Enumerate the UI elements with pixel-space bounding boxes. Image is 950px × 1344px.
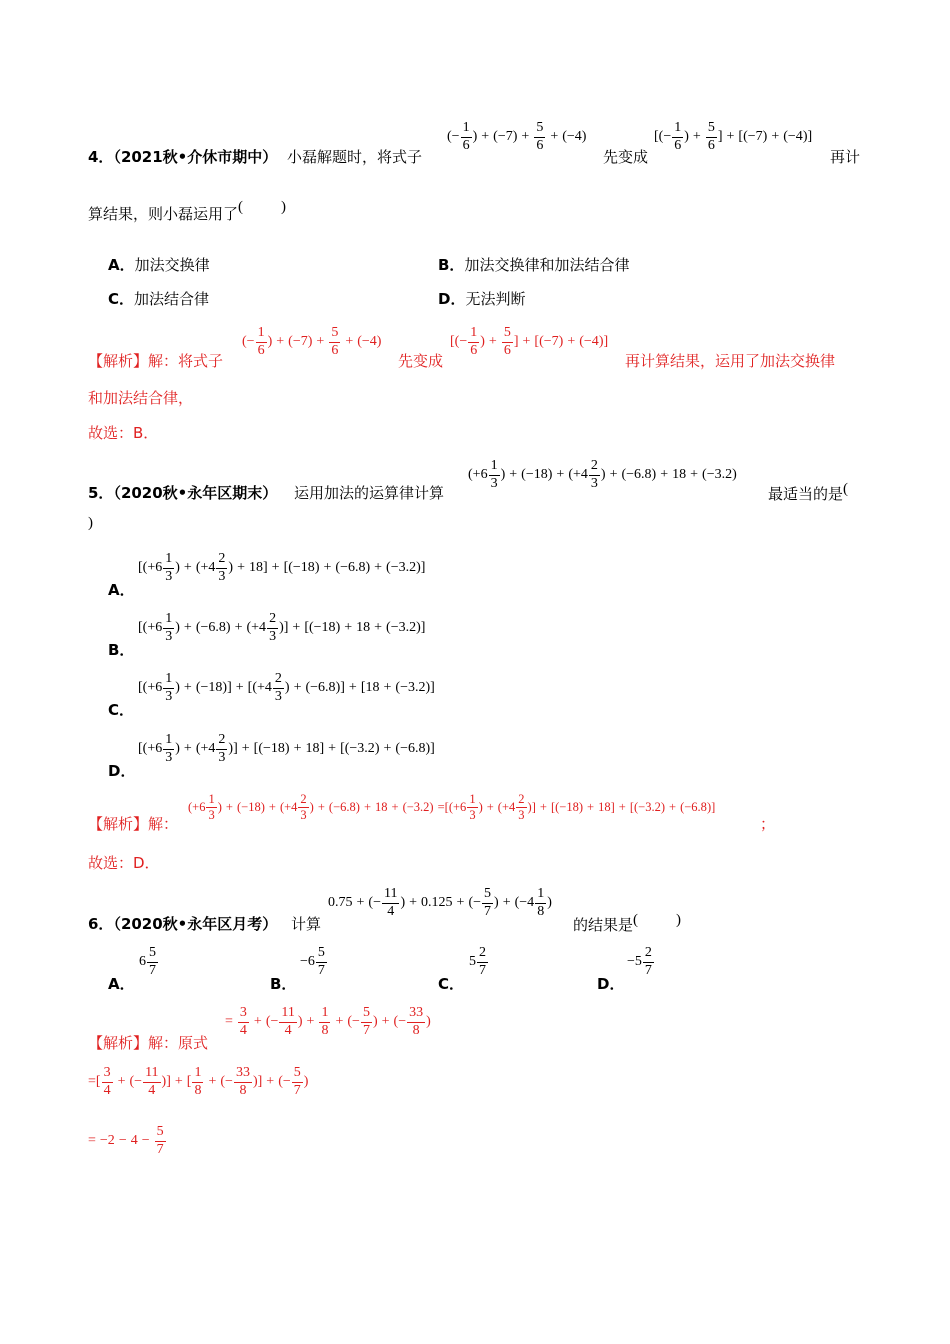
q5-text-a: 运用加法的运算律计算 bbox=[294, 484, 445, 502]
q5-analysis-semicolon: ； bbox=[760, 815, 776, 833]
q4-text-d: 算结果，则小磊运用了( ) bbox=[88, 199, 287, 223]
q5-number: 5．（2020秋•永年区期末） bbox=[88, 484, 278, 502]
q4-text-a: 小磊解题时，将式子 bbox=[287, 148, 423, 166]
q5-analysis-intro: 【解析】解： bbox=[88, 815, 179, 833]
q6-expression: 0.75 + ( − $\frac{11}{4}$ ) + 0.125 + ( − $\frac{5}{7}$ ) + ( −4 $\frac{1}{8}$ ) bbox=[328, 886, 552, 919]
q5-option-a[interactable]: [ ( +6 $\frac{1}{3}$ ) + ( +4 $\frac{2}{3}$ ) + 18 ] + [ ( −18 ) + ( −6.8 ) + ( −3.2 ) ] bbox=[138, 551, 426, 584]
q4-answer: 故选：B． bbox=[88, 424, 159, 442]
q6-option-b[interactable]: −6 $\frac{5}{7}$ bbox=[300, 945, 325, 978]
q5-answer: 故选：D． bbox=[88, 854, 160, 872]
q6-option-d-label[interactable]: D． bbox=[597, 975, 625, 993]
q4-number: 4．（2021秋•介休市期中） bbox=[88, 148, 278, 166]
q5-close-paren: ) bbox=[88, 515, 93, 531]
q4-option-c[interactable]: C．加法结合律 bbox=[108, 290, 210, 308]
q4-text-b: 先变成 bbox=[603, 148, 649, 166]
q5-option-b[interactable]: [ ( +6 $\frac{1}{3}$ ) + ( −6.8 ) + ( +4 $\frac{2}{3}$ ) ] + [ ( −18 ) + 18 + ( −3.2 ) ] bbox=[138, 611, 426, 644]
q5-analysis-expression: ( +6 $\frac{1}{3}$ ) + ( −18 ) + ( +4 $\frac{2}{3}$ ) + ( −6.8 ) + 18 + ( −3.2 ) = [ ( +6 $\frac{1}{3}$ ) + ( +4 $\frac{2}{3}$ ) ] + [ ( −18 ) + 18 ] + [ ( −3.2 ) + ( −6.8 ) ] bbox=[188, 792, 716, 823]
q6-analysis-step1: = $\frac{3}{4}$ + ( − $\frac{11}{4}$ ) + $\frac{1}{8}$ + ( − $\frac{5}{7}$ ) + ( − $\frac{33}{8}$ ) bbox=[225, 1005, 431, 1038]
q6-number: 6．（2020秋•永年区月考） bbox=[88, 915, 278, 933]
q4-expression-regrouped: [ ( − $\frac{1}{6}$ ) + $\frac{5}{6}$ ] + [ ( −7 ) + ( −4 ) ] bbox=[654, 120, 813, 153]
q6-analysis-step3: = −2 − 4 − $\frac{5}{7}$ bbox=[88, 1124, 164, 1157]
q6-option-d[interactable]: −5 $\frac{2}{7}$ bbox=[627, 945, 652, 978]
q4-option-a[interactable]: A．加法交换律 bbox=[108, 256, 210, 274]
q5-text-b: 最适当的是( bbox=[768, 481, 849, 503]
q5-option-d[interactable]: [ ( +6 $\frac{1}{3}$ ) + ( +4 $\frac{2}{3}$ ) ] + [ ( −18 ) + 18 ] + [ ( −3.2 ) + ( −6.8 ) ] bbox=[138, 732, 435, 765]
q4-analysis-expression-regrouped: [ ( − $\frac{1}{6}$ ) + $\frac{5}{6}$ ] + [ ( −7 ) + ( −4 ) ] bbox=[450, 325, 609, 358]
q4-analysis-line2: 和加法结合律， bbox=[88, 389, 194, 407]
q4-analysis-expression-original: ( − $\frac{1}{6}$ ) + ( −7 ) + $\frac{5}{6}$ + ( −4 ) bbox=[242, 325, 382, 358]
q5-option-d-label[interactable]: D． bbox=[108, 762, 136, 780]
q5-expression: ( +6 $\frac{1}{3}$ ) + ( −18 ) + ( +4 $\frac{2}{3}$ ) + ( −6.8 ) + 18 + ( −3.2 ) bbox=[468, 458, 737, 491]
q6-analysis-step2: = [ $\frac{3}{4}$ + ( − $\frac{11}{4}$ ) ] + [ $\frac{1}{8}$ + ( − $\frac{33}{8}$ ) ] + ( − $\frac{5}{7}$ ) bbox=[88, 1065, 309, 1098]
q4-analysis-mid: 先变成 bbox=[398, 352, 444, 370]
q6-option-a-label[interactable]: A． bbox=[108, 975, 135, 993]
q6-text-a: 计算 bbox=[291, 915, 322, 933]
q4-analysis-end: 再计算结果，运用了加法交换律 bbox=[625, 352, 836, 370]
q6-analysis-intro: 【解析】解：原式 bbox=[88, 1034, 209, 1052]
q4-option-d[interactable]: D．无法判断 bbox=[438, 290, 526, 308]
q5-option-c-label[interactable]: C． bbox=[108, 701, 135, 719]
q6-option-c-label[interactable]: C． bbox=[438, 975, 465, 993]
q4-option-b[interactable]: B．加法交换律和加法结合律 bbox=[438, 256, 630, 274]
q6-option-c[interactable]: 5 $\frac{2}{7}$ bbox=[469, 945, 486, 978]
q4-analysis-intro: 【解析】解：将式子 bbox=[88, 352, 224, 370]
q6-option-b-label[interactable]: B． bbox=[270, 975, 297, 993]
q4-expression-original: ( − $\frac{1}{6}$ ) + ( −7 ) + $\frac{5}{6}$ + ( −4 ) bbox=[447, 120, 587, 153]
q6-text-b: 的结果是( ) bbox=[573, 912, 682, 934]
q5-option-b-label[interactable]: B． bbox=[108, 641, 135, 659]
q5-option-c[interactable]: [ ( +6 $\frac{1}{3}$ ) + ( −18 ) ] + [ ( +4 $\frac{2}{3}$ ) + ( −6.8 ) ] + [ 18 + ( −3.2 ) ] bbox=[138, 671, 435, 704]
q4-text-c: 再计 bbox=[830, 148, 861, 166]
q6-option-a[interactable]: 6 $\frac{5}{7}$ bbox=[139, 945, 156, 978]
q5-option-a-label[interactable]: A． bbox=[108, 581, 135, 599]
